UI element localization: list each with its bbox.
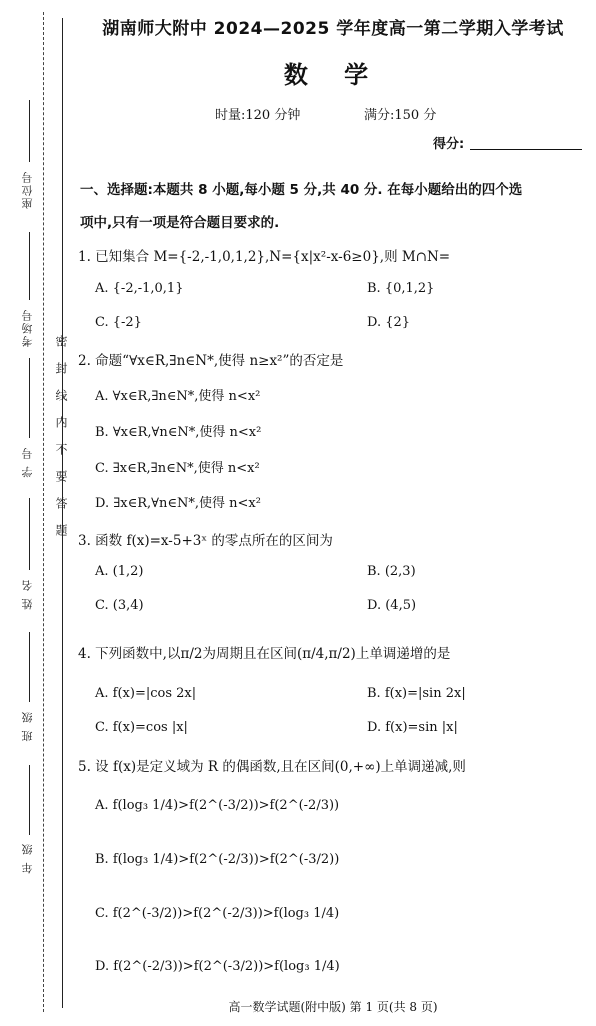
subject-title: 数 学 [283,61,383,89]
question-4: 4. 下列函数中,以π/2为周期且在区间(π/4,π/2)上单调递增的是 [78,646,451,662]
q1-option-c[interactable]: C. {-2} [95,315,142,330]
q2-option-d[interactable]: D. ∃x∈R,∀n∈N*,使得 n<x² [95,496,261,511]
exam-room-label: 考场号 [21,308,34,347]
q4-option-b[interactable]: B. f(x)=|sin 2x| [367,686,466,701]
page-footer: 高一数学试题(附中版) 第 1 页(共 8 页) [228,1000,438,1014]
section-heading-cont: 项中,只有一项是符合题目要求的. [80,215,280,231]
exam-room-field[interactable] [29,232,30,300]
name-label: 姓 名 [21,578,34,610]
class-field[interactable] [29,632,30,702]
question-5: 5. 设 f(x)是定义域为 R 的偶函数,且在区间(0,+∞)上单调递减,则 [78,759,466,775]
student-id-label: 学 号 [21,446,34,478]
q3-option-c[interactable]: C. (3,4) [95,598,144,613]
q2-option-a[interactable]: A. ∀x∈R,∃n∈N*,使得 n<x² [95,389,261,404]
grade-field[interactable] [29,765,30,835]
section-heading: 一、选择题:本题共 8 小题,每小题 5 分,共 40 分. 在每小题给出的四个选 [80,182,523,198]
fold-dashed-line [43,12,44,1012]
q1-option-b[interactable]: B. {0,1,2} [367,281,435,296]
seal-warning: 密封线内不要答题 [54,335,68,551]
q4-option-c[interactable]: C. f(x)=cos |x| [95,720,188,735]
q5-option-a[interactable]: A. f(log₃ 1/4)>f(2^(-3/2))>f(2^(-2/3)) [95,798,340,813]
q5-option-b[interactable]: B. f(log₃ 1/4)>f(2^(-2/3))>f(2^(-3/2)) [95,852,340,867]
name-field[interactable] [29,498,30,570]
exam-title: 湖南师大附中 2024—2025 学年度高一第二学期入学考试 [102,19,564,39]
time-limit: 时量:120 分钟 [215,108,301,123]
q5-option-d[interactable]: D. f(2^(-2/3))>f(2^(-3/2))>f(log₃ 1/4) [95,959,340,974]
q3-option-a[interactable]: A. (1,2) [95,564,144,579]
question-2: 2. 命题“∀x∈R,∃n∈N*,使得 n≥x²”的否定是 [78,353,344,369]
q4-option-d[interactable]: D. f(x)=sin |x| [367,720,458,735]
score-field[interactable] [470,149,582,150]
grade-label: 年 级 [21,842,34,874]
student-id-field[interactable] [29,358,30,438]
q2-option-b[interactable]: B. ∀x∈R,∀n∈N*,使得 n<x² [95,425,262,440]
class-label: 班 级 [21,710,34,742]
q3-option-d[interactable]: D. (4,5) [367,598,417,613]
score-label: 得分: [433,137,465,152]
seat-number-label: 座位号 [21,170,34,209]
seat-number-field[interactable] [29,100,30,162]
q4-option-a[interactable]: A. f(x)=|cos 2x| [95,686,197,701]
q1-option-d[interactable]: D. {2} [367,315,411,330]
q1-option-a[interactable]: A. {-2,-1,0,1} [95,281,184,296]
q5-option-c[interactable]: C. f(2^(-3/2))>f(2^(-2/3))>f(log₃ 1/4) [95,906,340,921]
question-3: 3. 函数 f(x)=x-5+3ˣ 的零点所在的区间为 [78,533,333,549]
q3-option-b[interactable]: B. (2,3) [367,564,416,579]
q2-option-c[interactable]: C. ∃x∈R,∃n∈N*,使得 n<x² [95,461,260,476]
full-score: 满分:150 分 [364,108,437,123]
question-1: 1. 已知集合 M={-2,-1,0,1,2},N={x|x²-x-6≥0},则 M∩N= [78,249,451,265]
